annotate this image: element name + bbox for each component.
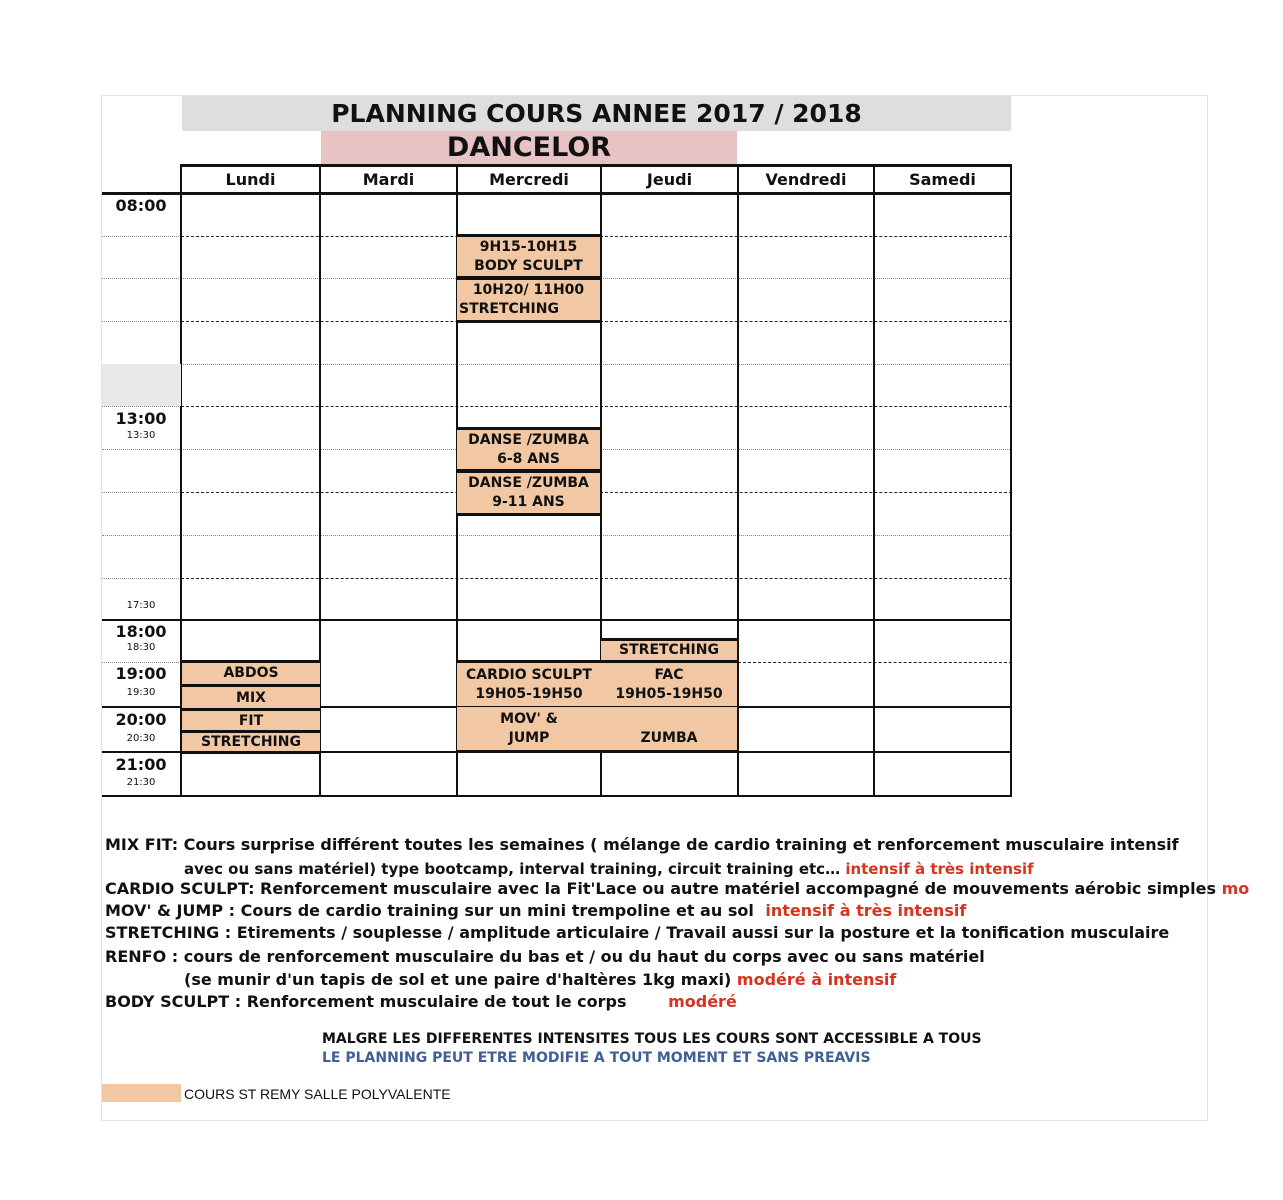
day-header: Samedi xyxy=(909,169,976,189)
legend-bodysculpt-desc: BODY SCULPT : Renforcement musculaire de tout le corps xyxy=(105,992,627,1011)
legend-mixfit-intensity: intensif à très intensif xyxy=(845,860,1034,878)
legend-mixfit: MIX FIT: Cours surprise différent toutes les semaines ( mélange de cardio training et renforcement musculaire intensif xyxy=(105,835,1179,854)
class-time: 9H15-10H15 xyxy=(479,238,578,255)
grid-row-line xyxy=(181,406,1012,407)
grid-row-line xyxy=(102,535,1012,536)
legend-renfo-intensity: modéré à intensif xyxy=(736,970,897,989)
legend-bodysculpt xyxy=(105,992,737,1011)
class-block-cardio-sculpt[interactable] xyxy=(457,660,601,709)
note-accessible: MALGRE LES DIFFERENTES INTENSITES TOUS LES COURS SONT ACCESSIBLE A TOUS xyxy=(322,1031,982,1047)
class-name-line2: JUMP xyxy=(508,729,550,746)
class-block-fit[interactable] xyxy=(182,708,320,731)
legend-cardio-intensity: mo xyxy=(1221,879,1250,898)
time-label-small: 18:30 xyxy=(126,642,156,653)
class-name: DANSE /ZUMBA xyxy=(468,431,589,448)
grid-row-line xyxy=(102,278,181,279)
class-name: CARDIO SCULPT xyxy=(466,666,592,683)
time-label-small: 13:30 xyxy=(126,430,156,441)
class-age: 9-11 ANS xyxy=(492,494,565,510)
class-block-abdos[interactable] xyxy=(182,660,320,687)
class-name: STRETCHING xyxy=(459,301,559,317)
lunch-shade xyxy=(102,364,181,406)
grid-row-line xyxy=(738,662,1012,663)
class-name: DANSE /ZUMBA xyxy=(468,475,589,491)
legend-movjump xyxy=(105,901,966,920)
class-block-fac[interactable] xyxy=(601,660,737,709)
legend-stretching: STRETCHING : Etirements / souplesse / amplitude articulaire / Travail aussi sur la posture et la tonification musculaire xyxy=(105,923,1170,942)
time-label: 13:00 xyxy=(115,409,167,428)
day-header: Jeudi xyxy=(646,169,693,189)
class-time: 19H05-19H50 xyxy=(475,685,583,702)
time-label-small: 19:30 xyxy=(126,687,156,698)
class-age: 6-8 ANS xyxy=(497,450,560,467)
class-name: MOV' & xyxy=(500,710,558,727)
grid-col-line xyxy=(1010,164,1012,797)
grid-row-line xyxy=(102,364,1012,365)
legend-swatch xyxy=(102,1084,181,1102)
legend-movjump-desc: MOV' & JUMP : Cours de cardio training sur un mini trempoline et au sol xyxy=(105,901,754,920)
class-name: FAC xyxy=(654,666,684,683)
grid-header-line xyxy=(102,192,1012,195)
grid-row-line xyxy=(102,662,181,663)
legend-renfo: RENFO : cours de renforcement musculaire du bas et / ou du haut du corps avec ou sans matériel xyxy=(105,947,985,966)
time-label: 08:00 xyxy=(115,196,167,215)
class-block-body-sculpt[interactable] xyxy=(457,234,600,279)
legend-swatch-label: COURS ST REMY SALLE POLYVALENTE xyxy=(184,1086,451,1102)
class-time: 10H20/ 11H00 xyxy=(472,282,585,298)
time-label-small: 21:30 xyxy=(126,777,156,788)
class-block-mov-jump[interactable] xyxy=(457,707,601,753)
legend-cardio xyxy=(105,879,1249,898)
class-name: STRETCHING xyxy=(619,642,719,658)
class-block-zumba[interactable] xyxy=(601,707,737,753)
time-label: 18:00 xyxy=(115,622,167,641)
class-block-danse-zumba-6-8[interactable] xyxy=(457,427,600,472)
grid-row-line xyxy=(102,236,181,237)
time-label-small: 20:30 xyxy=(126,733,156,744)
day-header: Lundi xyxy=(225,169,276,189)
class-block-lundi-stretching[interactable] xyxy=(182,730,320,754)
grid-row-line xyxy=(102,619,1012,621)
legend-movjump-intensity: intensif à très intensif xyxy=(765,901,967,920)
page-subtitle: DANCELOR xyxy=(321,131,737,164)
page-title: PLANNING COURS ANNEE 2017 / 2018 xyxy=(182,96,1011,131)
grid-row-line xyxy=(181,578,1012,579)
grid-col-line xyxy=(873,164,875,797)
class-name: MIX xyxy=(236,689,266,706)
day-header: Vendredi xyxy=(765,169,847,189)
planning-page xyxy=(101,95,1250,1121)
class-time: 19H05-19H50 xyxy=(615,685,723,702)
class-block-danse-zumba-9-11[interactable] xyxy=(457,470,600,516)
class-name: ZUMBA xyxy=(640,730,698,746)
class-block-mix[interactable] xyxy=(182,687,320,709)
legend-mixfit-desc: avec ou sans matériel) type bootcamp, interval training, circuit training etc… xyxy=(184,860,841,878)
grid-row-line xyxy=(102,578,181,579)
legend-renfo-line2 xyxy=(184,970,896,989)
class-name: BODY SCULPT xyxy=(474,257,583,274)
day-header: Mardi xyxy=(362,169,415,189)
class-name: STRETCHING xyxy=(201,733,301,750)
legend-mixfit-line2 xyxy=(184,860,1034,878)
time-label-small: 17:30 xyxy=(126,600,156,611)
class-name: ABDOS xyxy=(223,665,279,681)
time-label: 20:00 xyxy=(115,710,167,729)
day-header: Mercredi xyxy=(489,169,569,189)
grid-row-line xyxy=(102,321,181,322)
grid-row-line xyxy=(102,406,181,407)
note-modifiable: LE PLANNING PEUT ETRE MODIFIE A TOUT MOMENT ET SANS PREAVIS xyxy=(322,1050,871,1066)
grid-col-line xyxy=(737,164,739,797)
time-label: 19:00 xyxy=(115,664,167,683)
legend-cardio-desc: CARDIO SCULPT: Renforcement musculaire avec la Fit'Lace ou autre matériel accompagné de mouvements aérobic simples xyxy=(105,879,1216,898)
legend-renfo-desc: (se munir d'un tapis de sol et une paire d'haltères 1kg maxi) xyxy=(184,970,732,989)
time-label: 21:00 xyxy=(115,755,167,774)
legend-bodysculpt-intensity: modéré xyxy=(668,992,737,1011)
class-name: FIT xyxy=(238,712,264,729)
class-block-stretching-morning[interactable] xyxy=(457,277,600,323)
grid-bottom-line xyxy=(102,795,1012,797)
grid-row-line xyxy=(102,492,181,493)
